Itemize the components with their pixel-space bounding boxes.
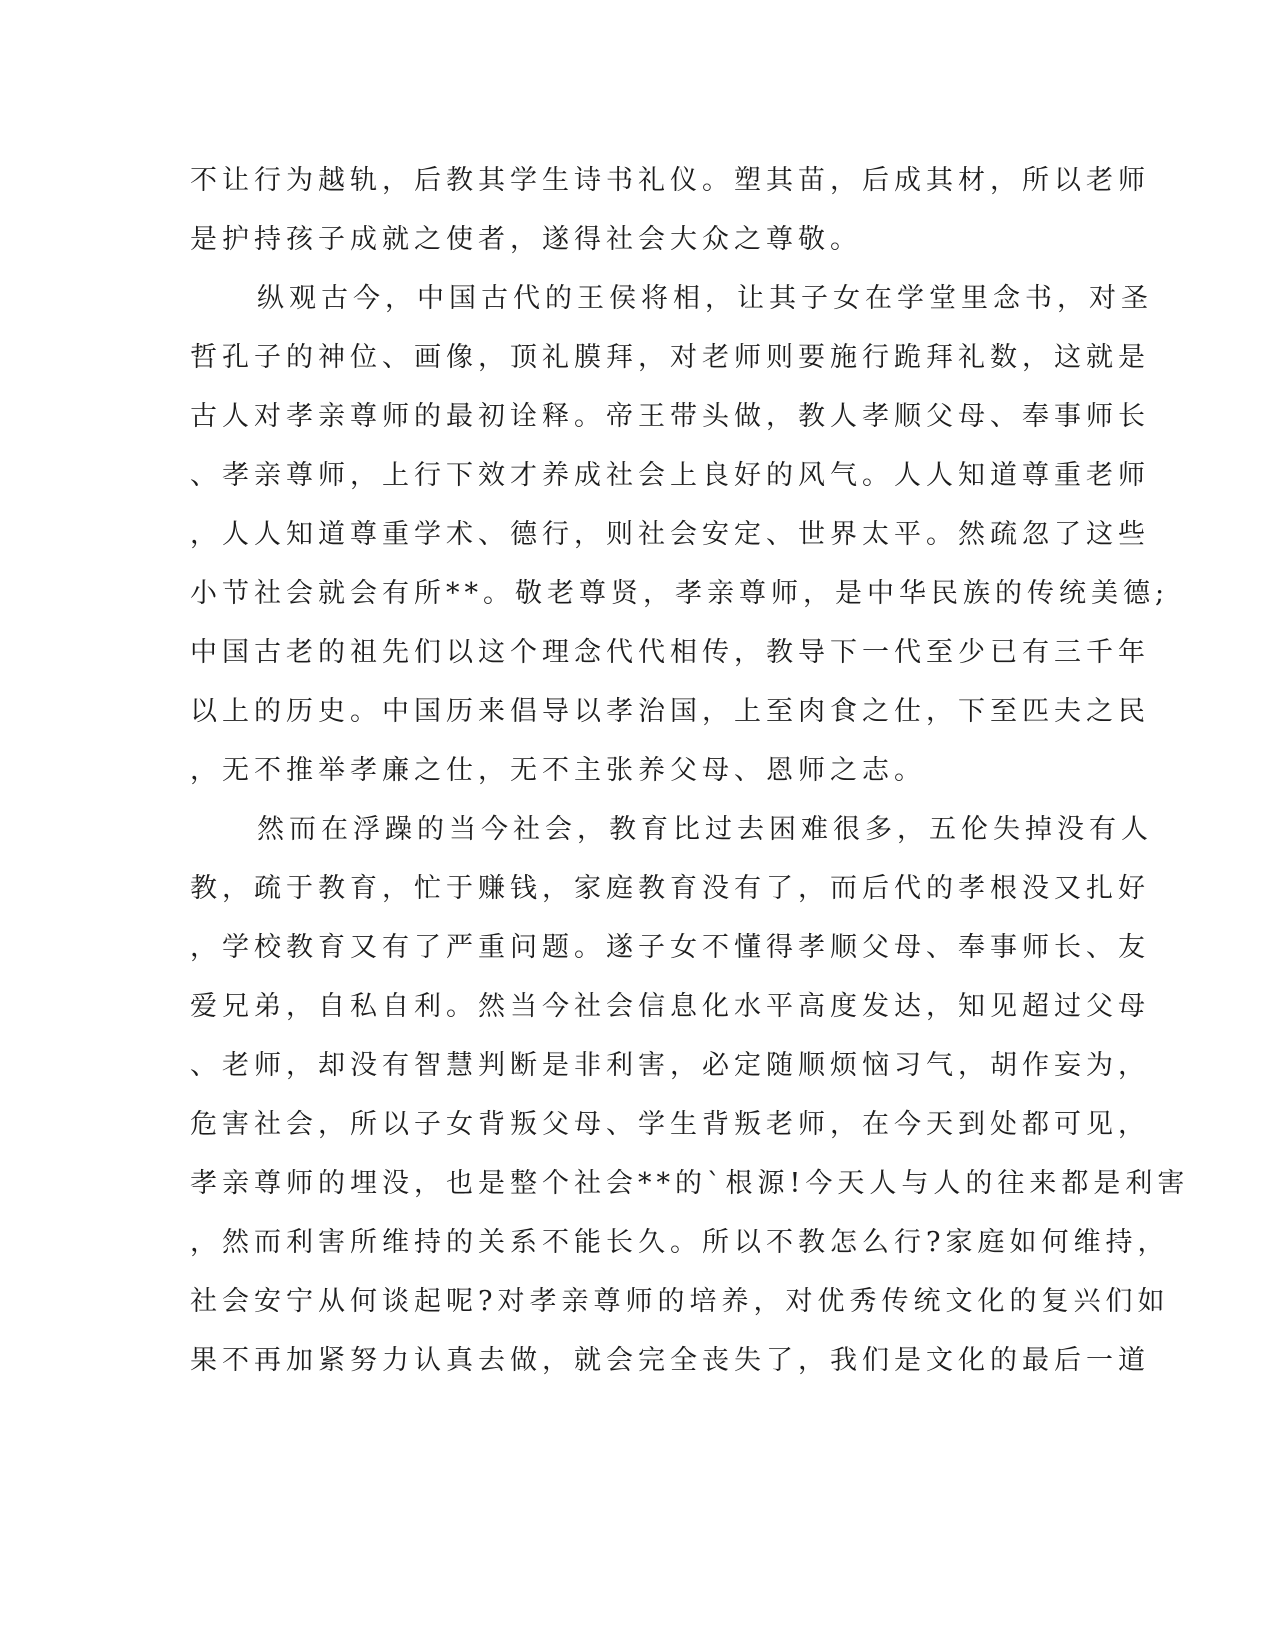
- text-line: 是护持孩子成就之使者，遂得社会大众之尊敬。: [190, 224, 862, 255]
- text-line: ，人人知道尊重学术、德行，则社会安定、世界太平。然疏忽了这些: [190, 519, 1150, 550]
- paragraph-start-line: 纵观古今，中国古代的王侯将相，让其子女在学堂里念书，对圣: [257, 283, 1153, 314]
- text-line: ，然而利害所维持的关系不能长久。所以不教怎么行?家庭如何维持，: [190, 1227, 1170, 1258]
- text-line: ，无不推举孝廉之仕，无不主张养父母、恩师之志。: [190, 755, 926, 786]
- text-line: 果不再加紧努力认真去做，就会完全丧失了，我们是文化的最后一道: [190, 1345, 1150, 1376]
- text-line: 危害社会，所以子女背叛父母、学生背叛老师，在今天到处都可见，: [190, 1109, 1150, 1140]
- text-line: 哲孔子的神位、画像，顶礼膜拜，对老师则要施行跪拜礼数，这就是: [190, 342, 1150, 373]
- text-line: 不让行为越轨，后教其学生诗书礼仪。塑其苗，后成其材，所以老师: [190, 165, 1150, 196]
- paragraph-start-line: 然而在浮躁的当今社会，教育比过去困难很多，五伦失掉没有人: [257, 814, 1153, 845]
- text-line: 古人对孝亲尊师的最初诠释。帝王带头做，教人孝顺父母、奉事师长: [190, 401, 1150, 432]
- text-line: 孝亲尊师的埋没，也是整个社会**的`根源!今天人与人的往来都是利害: [190, 1168, 1190, 1199]
- text-line: 、孝亲尊师，上行下效才养成社会上良好的风气。人人知道尊重老师: [190, 460, 1150, 491]
- text-line: 、老师，却没有智慧判断是非利害，必定随顺烦恼习气，胡作妄为，: [190, 1050, 1150, 1081]
- text-line: 教，疏于教育，忙于赚钱，家庭教育没有了，而后代的孝根没又扎好: [190, 873, 1150, 904]
- text-line: 爱兄弟，自私自利。然当今社会信息化水平高度发达，知见超过父母: [190, 991, 1150, 1022]
- text-line: 社会安宁从何谈起呢?对孝亲尊师的培养，对优秀传统文化的复兴们如: [190, 1286, 1170, 1317]
- text-line: 中国古老的祖先们以这个理念代代相传，教导下一代至少已有三千年: [190, 637, 1150, 668]
- text-line: 以上的历史。中国历来倡导以孝治国，上至肉食之仕，下至匹夫之民: [190, 696, 1150, 727]
- text-line: 小节社会就会有所**。敬老尊贤，孝亲尊师，是中华民族的传统美德;: [190, 578, 1170, 609]
- text-line: ，学校教育又有了严重问题。遂子女不懂得孝顺父母、奉事师长、友: [190, 932, 1150, 963]
